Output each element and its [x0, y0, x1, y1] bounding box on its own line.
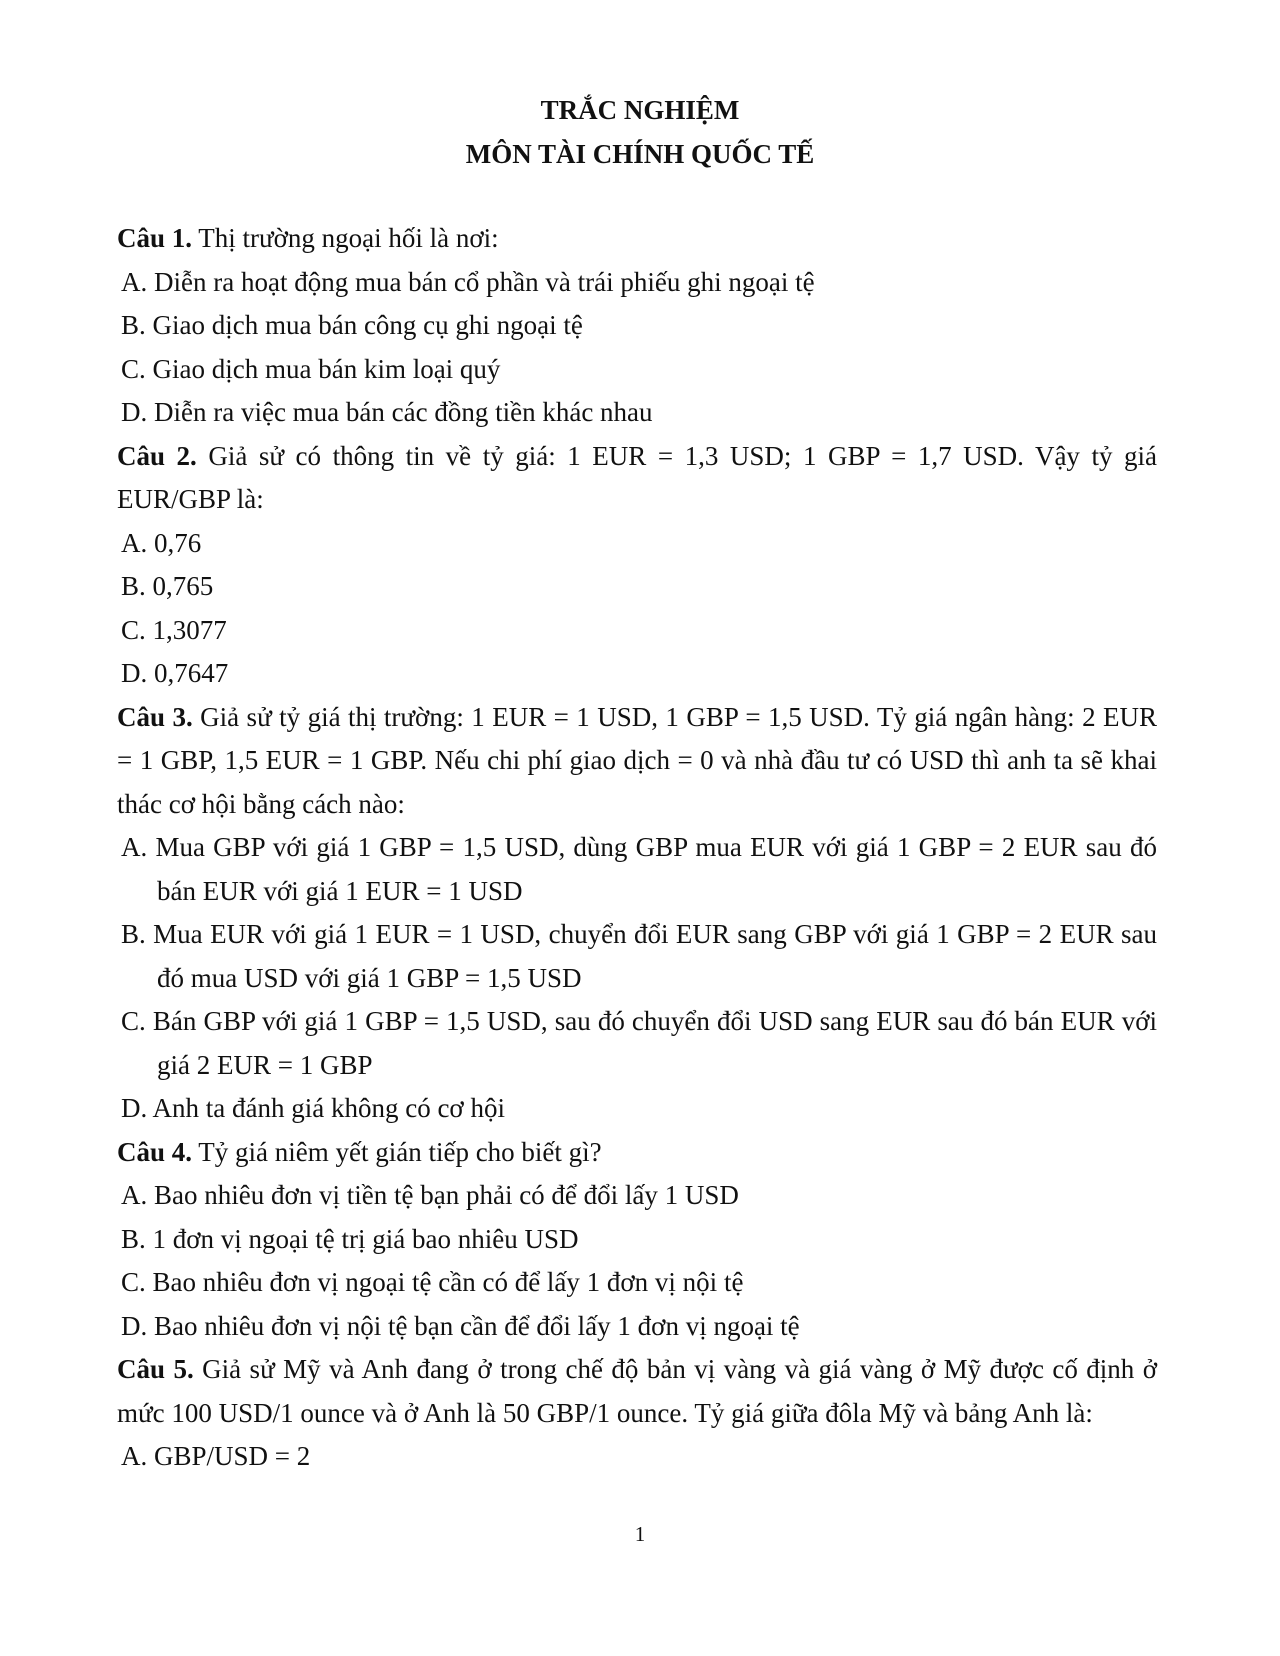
- option-1d: D. Diễn ra việc mua bán các đồng tiền khác nhau: [121, 397, 653, 427]
- option-3d: D. Anh ta đánh giá không có cơ hội: [121, 1093, 505, 1123]
- question-3: [117, 696, 1157, 827]
- option-4c: C. Bao nhiêu đơn vị ngoại tệ cần có để lấy 1 đơn vị nội tệ: [121, 1267, 744, 1297]
- question-text: Tỷ giá niêm yết gián tiếp cho biết gì?: [192, 1136, 602, 1167]
- option-4a: A. Bao nhiêu đơn vị tiền tệ bạn phải có để đổi lấy 1 USD: [121, 1180, 739, 1210]
- question-label: Câu 5.: [117, 1354, 194, 1384]
- document-title: [0, 88, 1280, 176]
- option-3b: B. Mua EUR với giá 1 EUR = 1 USD, chuyển đổi EUR sang GBP với giá 1 GBP = 2 EUR sau đó mua USD với giá 1 GBP = 1,5 USD: [121, 919, 1157, 993]
- question-2: [117, 435, 1157, 522]
- option-1c: C. Giao dịch mua bán kim loại quý: [121, 353, 501, 384]
- option-3a: A. Mua GBP với giá 1 GBP = 1,5 USD, dùng GBP mua EUR với giá 1 GBP = 2 EUR sau đó bán EUR với giá 1 EUR = 1 USD: [121, 832, 1157, 906]
- question-label: Câu 3.: [117, 701, 193, 732]
- title-line-1: TRẮC NGHIỆM: [540, 95, 740, 125]
- question-5: [117, 1348, 1157, 1435]
- option-2c: C. 1,3077: [121, 614, 227, 645]
- option-2b: B. 0,765: [121, 571, 214, 601]
- option-2a: A. 0,76: [121, 527, 202, 558]
- option-5a: A. GBP/USD = 2: [121, 1441, 311, 1471]
- title-line-2: MÔN TÀI CHÍNH QUỐC TẾ: [465, 139, 815, 169]
- question-list: [117, 217, 1157, 1479]
- question-text: Giả sử có thông tin về tỷ giá: 1 EUR = 1,3 USD; 1 GBP = 1,7 USD. Vậy tỷ giá EUR/GBP là:: [117, 440, 1157, 514]
- question-text: Thị trường ngoại hối là nơi:: [192, 223, 499, 253]
- question-1: [117, 217, 1157, 261]
- question-label: Câu 2.: [117, 440, 197, 471]
- option-4d: D. Bao nhiêu đơn vị nội tệ bạn cần để đổi lấy 1 đơn vị ngoại tệ: [121, 1310, 800, 1341]
- option-3c: C. Bán GBP với giá 1 GBP = 1,5 USD, sau đó chuyển đổi USD sang EUR sau đó bán EUR với giá 2 EUR = 1 GBP: [121, 1006, 1157, 1080]
- option-1b: B. Giao dịch mua bán công cụ ghi ngoại tệ: [121, 310, 583, 340]
- question-text: Giả sử tỷ giá thị trường: 1 EUR = 1 USD, 1 GBP = 1,5 USD. Tỷ giá ngân hàng: 2 EUR = 1 GBP, 1,5 EUR = 1 GBP. Nếu chi phí giao dịch = 0 và nhà đầu tư có USD thì anh ta sẽ khai thác cơ hội bằng cách nào:: [117, 701, 1158, 819]
- question-label: Câu 4.: [117, 1136, 193, 1167]
- option-4b: B. 1 đơn vị ngoại tệ trị giá bao nhiêu USD: [121, 1223, 579, 1254]
- option-1a: A. Diễn ra hoạt động mua bán cổ phần và trái phiếu ghi ngoại tệ: [121, 266, 815, 297]
- page-number: 1: [634, 1522, 646, 1546]
- question-text: Giả sử Mỹ và Anh đang ở trong chế độ bản vị vàng và giá vàng ở Mỹ được cố định ở mức 100 USD/1 ounce và ở Anh là 50 GBP/1 ounce. Tỷ giá giữa đôla Mỹ và bảng Anh là:: [117, 1354, 1157, 1428]
- option-2d: D. 0,7647: [121, 658, 229, 688]
- question-4: [117, 1131, 1157, 1175]
- question-label: Câu 1.: [117, 223, 193, 253]
